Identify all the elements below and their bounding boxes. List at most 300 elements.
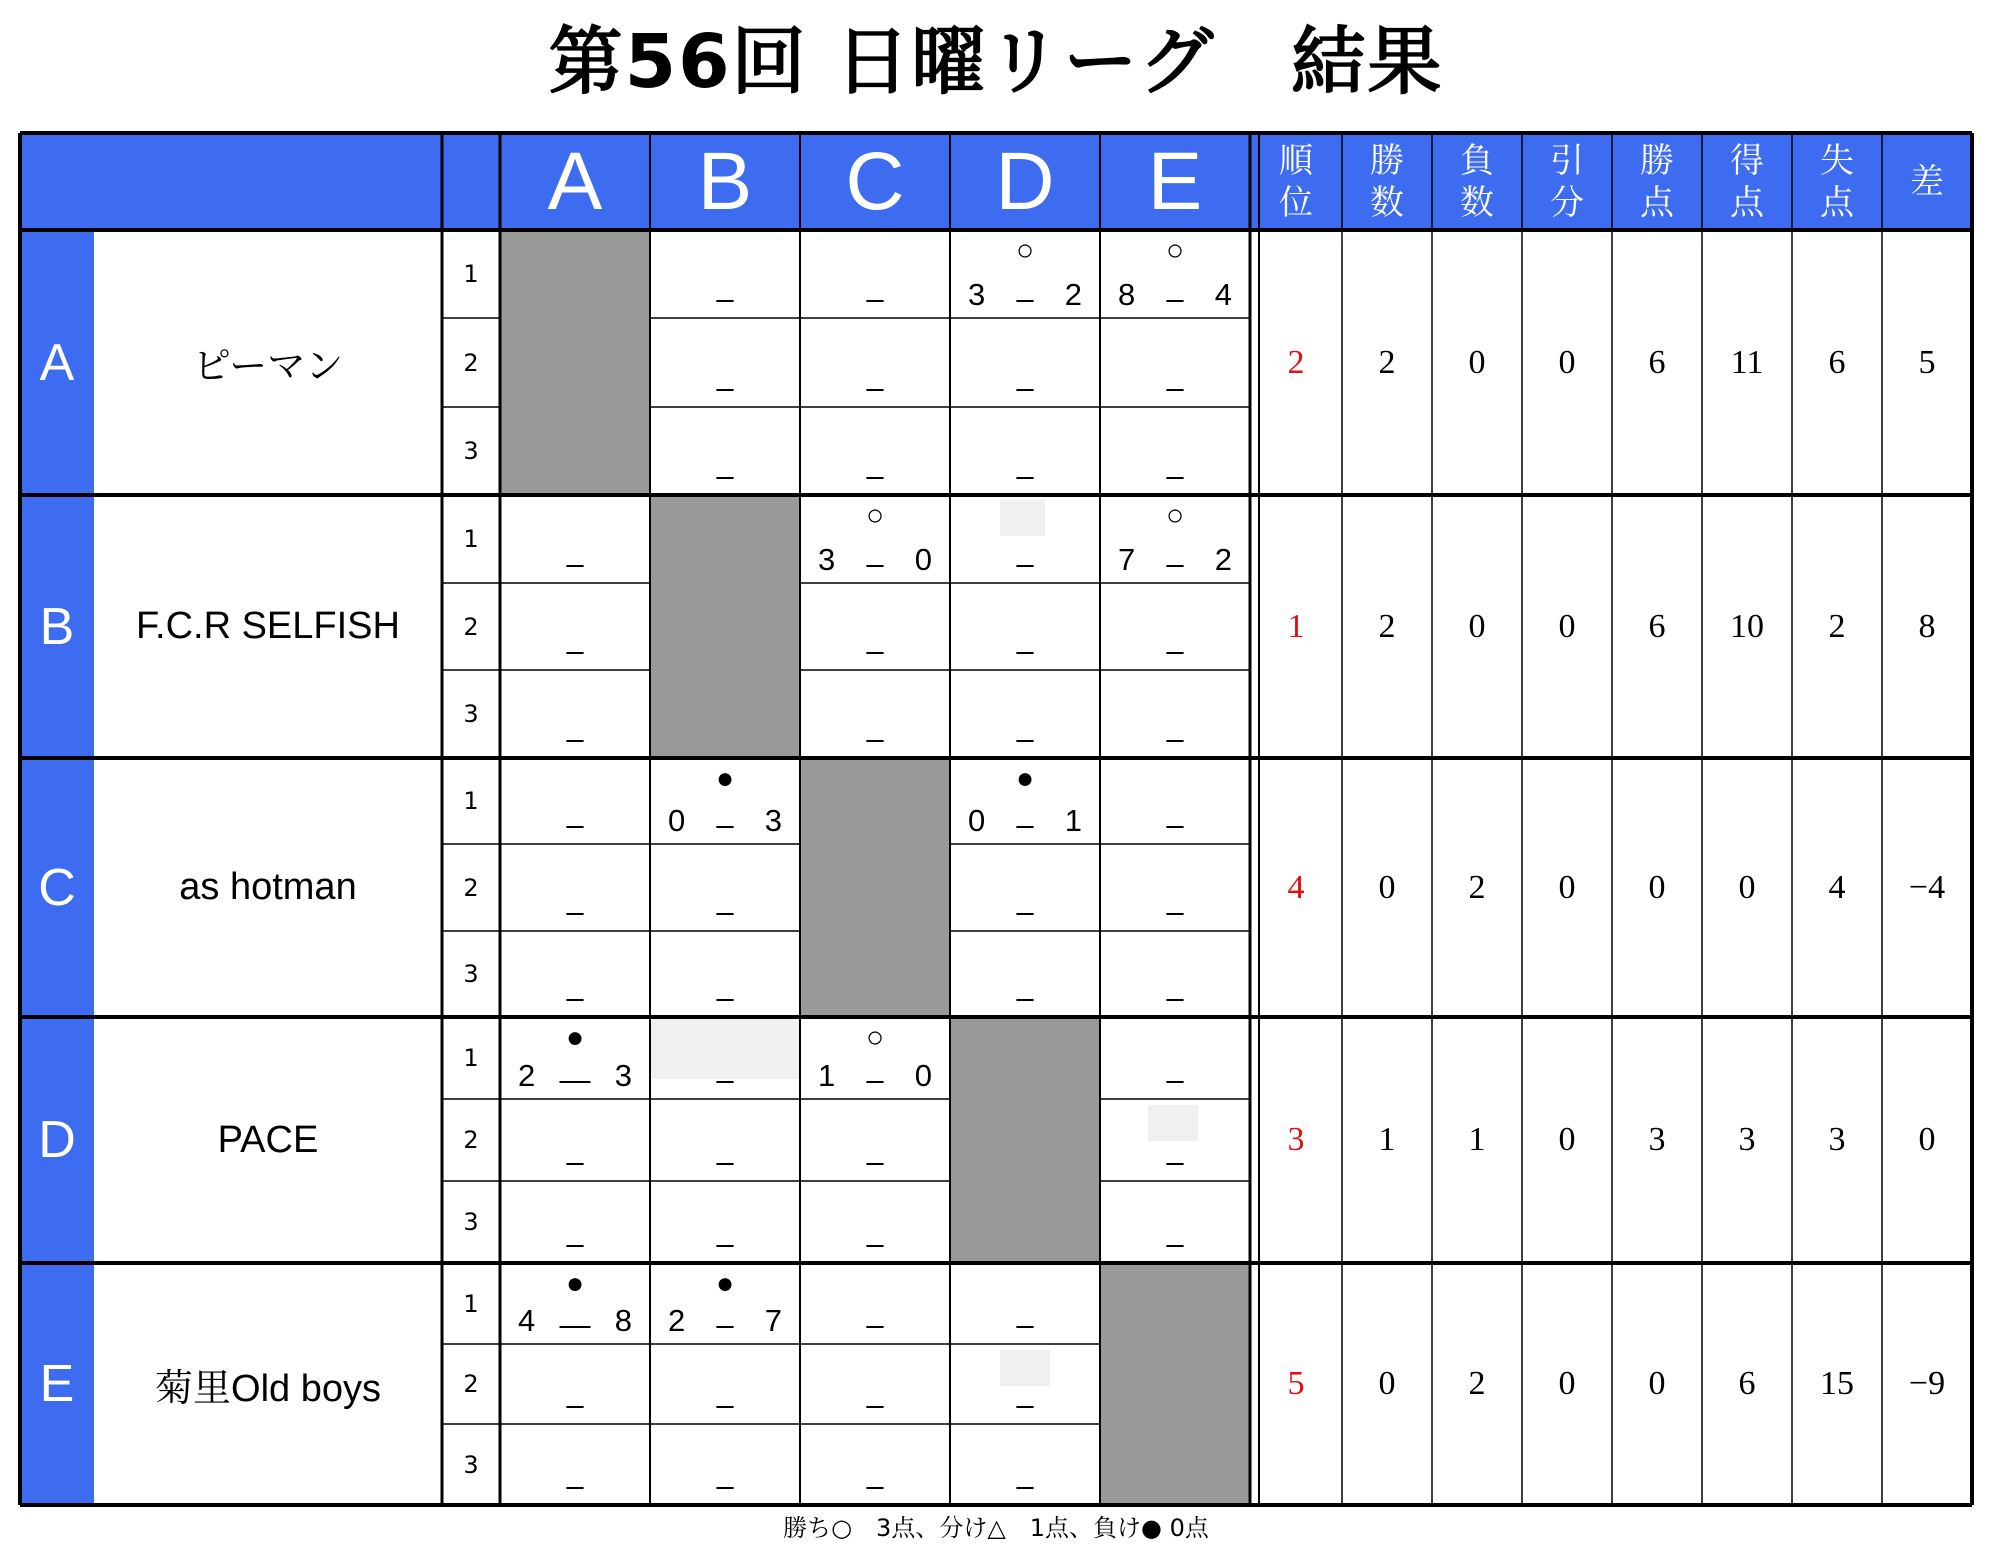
team-letter: B xyxy=(39,597,75,656)
stat-value: 0 xyxy=(1918,1121,1936,1158)
team-stat xyxy=(1882,758,1972,1017)
game-number-label: 2 xyxy=(463,348,479,377)
match-result-cell xyxy=(650,1017,800,1099)
match-result-cell xyxy=(500,1017,650,1099)
score-left: 2 xyxy=(668,1303,686,1338)
game-number-label: 1 xyxy=(463,787,479,815)
game-number-label: 3 xyxy=(463,1450,479,1479)
match-result-cell xyxy=(800,1181,950,1263)
team-letter: C xyxy=(38,858,76,917)
team-stat xyxy=(1522,1263,1612,1505)
score-left: 0 xyxy=(968,803,986,838)
team-stat xyxy=(1702,230,1792,495)
score-dash: – xyxy=(1166,721,1184,756)
score-dash: – xyxy=(866,1387,884,1422)
score-dash: – xyxy=(1166,546,1184,581)
team-name-cell xyxy=(94,1263,442,1505)
game-number xyxy=(442,758,500,844)
score-dash: – xyxy=(1166,894,1184,929)
stat-value: 2 xyxy=(1468,1365,1486,1402)
team-name: F.C.R SELFISH xyxy=(136,605,400,647)
column-header-letter: E xyxy=(1147,135,1203,227)
win-mark: ○ xyxy=(865,499,885,532)
team-stat xyxy=(1522,758,1612,1017)
loss-mark: ● xyxy=(715,1267,735,1300)
team-stat xyxy=(1432,230,1522,495)
stat-header xyxy=(1882,133,1972,230)
self-match-blocked xyxy=(650,495,800,758)
game-number xyxy=(442,583,500,670)
score-dash: – xyxy=(866,370,884,405)
score-dash: — xyxy=(559,1062,591,1097)
score-right: 7 xyxy=(764,1303,782,1338)
stat-header xyxy=(1612,133,1702,230)
score xyxy=(668,1304,782,1338)
stat-value: 4 xyxy=(1287,868,1305,906)
score-dash: – xyxy=(1016,1387,1034,1422)
stat-header-label: 勝 点 xyxy=(1640,140,1674,223)
team-rank xyxy=(1250,1017,1342,1263)
stat-value: 0 xyxy=(1558,1365,1576,1402)
stat-value: 2 xyxy=(1287,343,1305,381)
score-dash: – xyxy=(716,1144,734,1179)
score-dash: – xyxy=(1016,633,1034,668)
self-match-blocked xyxy=(1100,1263,1250,1505)
score-dash: – xyxy=(866,458,884,493)
match-result-cell xyxy=(950,1424,1100,1505)
team-stat xyxy=(1342,1263,1432,1505)
win-mark: ○ xyxy=(1015,234,1035,267)
stat-value: 10 xyxy=(1730,607,1764,645)
stat-value: 0 xyxy=(1558,343,1576,381)
match-result-cell xyxy=(950,670,1100,758)
column-header-b xyxy=(650,133,800,230)
stat-header-label: 引 分 xyxy=(1550,140,1584,223)
score-dash: – xyxy=(566,1226,584,1261)
stat-value: 0 xyxy=(1378,1365,1396,1402)
stat-value: 3 xyxy=(1287,1121,1305,1158)
game-number-label: 1 xyxy=(463,1044,479,1072)
score-right: 3 xyxy=(764,803,782,838)
match-result-cell xyxy=(500,670,650,758)
team-stat xyxy=(1612,1263,1702,1505)
match-result-cell xyxy=(800,495,950,583)
match-result-cell xyxy=(1100,318,1250,407)
score-dash: – xyxy=(1166,1062,1184,1097)
score-left: 0 xyxy=(668,803,686,838)
match-result-cell xyxy=(950,758,1100,844)
stat-header-label: 差 xyxy=(1910,161,1944,202)
stat-value: 0 xyxy=(1378,868,1396,906)
score-dash: – xyxy=(1016,281,1034,316)
stat-header xyxy=(1792,133,1882,230)
match-result-cell xyxy=(500,1424,650,1505)
loss-mark: ● xyxy=(565,1267,585,1300)
match-result-cell xyxy=(1100,1181,1250,1263)
stat-value: 3 xyxy=(1648,1121,1666,1158)
column-header-letter: C xyxy=(845,135,905,227)
score-dash: – xyxy=(716,894,734,929)
score-right: 3 xyxy=(614,1058,632,1093)
game-number-label: 3 xyxy=(463,700,479,728)
match-result-cell xyxy=(800,583,950,670)
game-number-label: 2 xyxy=(463,1126,479,1154)
stat-value: 5 xyxy=(1918,343,1936,381)
team-rank xyxy=(1250,758,1342,1017)
team-stat xyxy=(1882,495,1972,758)
match-result-cell xyxy=(1100,844,1250,931)
team-stat xyxy=(1612,758,1702,1017)
team-stat xyxy=(1342,758,1432,1017)
team-stat xyxy=(1702,495,1792,758)
match-result-cell xyxy=(650,1099,800,1181)
loss-mark: ● xyxy=(565,1021,585,1054)
team-stat xyxy=(1432,1263,1522,1505)
match-result-cell xyxy=(800,407,950,495)
score-dash: – xyxy=(716,370,734,405)
stat-value: 6 xyxy=(1648,607,1666,645)
score-right: 2 xyxy=(1214,542,1232,577)
stat-value: −9 xyxy=(1908,1365,1946,1402)
match-result-cell xyxy=(650,1344,800,1424)
score-right: 0 xyxy=(914,1058,932,1093)
stat-value: 0 xyxy=(1648,1365,1666,1402)
team-stat xyxy=(1342,495,1432,758)
match-result-cell xyxy=(500,1099,650,1181)
match-result-cell xyxy=(950,230,1100,318)
score xyxy=(1118,543,1232,577)
score-left: 3 xyxy=(968,277,986,312)
stat-value: 11 xyxy=(1730,343,1764,381)
team-stat xyxy=(1342,230,1432,495)
team-stat xyxy=(1792,1263,1882,1505)
match-result-cell xyxy=(1100,583,1250,670)
score-dash: – xyxy=(716,1062,734,1097)
game-number-label: 3 xyxy=(463,960,479,988)
stat-header xyxy=(1522,133,1612,230)
team-stat xyxy=(1882,230,1972,495)
score-right: 0 xyxy=(914,542,932,577)
match-result-cell xyxy=(650,407,800,495)
score-dash: – xyxy=(566,980,584,1015)
stat-value: 3 xyxy=(1828,1121,1846,1158)
stat-header-label: 失 点 xyxy=(1820,140,1854,223)
stat-value: 4 xyxy=(1828,868,1846,906)
game-number-label: 1 xyxy=(463,1289,479,1318)
column-header-c xyxy=(800,133,950,230)
score-dash: – xyxy=(716,1307,734,1342)
team-rank xyxy=(1250,1263,1342,1505)
game-number xyxy=(442,1344,500,1424)
score-dash: – xyxy=(716,980,734,1015)
team-letter: A xyxy=(39,333,75,392)
team-name: PACE xyxy=(217,1118,319,1161)
page-title: 第56回 日曜リーグ 結果 xyxy=(548,19,1444,105)
stat-value: 5 xyxy=(1287,1365,1305,1402)
stat-value: 2 xyxy=(1468,868,1486,906)
match-result-cell xyxy=(500,758,650,844)
self-match-blocked xyxy=(800,758,950,1017)
stat-value: 0 xyxy=(1648,868,1666,906)
score-dash: – xyxy=(1166,281,1184,316)
team-name-cell xyxy=(94,1017,442,1263)
game-number-label: 3 xyxy=(463,1208,479,1236)
self-match-blocked xyxy=(500,230,650,495)
team-name-cell xyxy=(94,230,442,495)
team-stat xyxy=(1882,1263,1972,1505)
match-result-cell xyxy=(800,1424,950,1505)
score-dash: – xyxy=(1016,458,1034,493)
game-number-label: 3 xyxy=(463,437,479,465)
match-result-cell xyxy=(500,931,650,1017)
stat-value: 2 xyxy=(1378,607,1396,645)
score-dash: – xyxy=(566,894,584,929)
team-stat xyxy=(1792,758,1882,1017)
game-number-label: 1 xyxy=(463,525,479,553)
team-stat xyxy=(1432,1017,1522,1263)
team-name-cell xyxy=(94,758,442,1017)
column-header-d xyxy=(950,133,1100,230)
stat-value: 6 xyxy=(1828,343,1846,381)
score xyxy=(1118,278,1232,312)
self-match-blocked xyxy=(950,1017,1100,1263)
match-result-cell xyxy=(500,1263,650,1344)
win-mark: ○ xyxy=(1165,499,1185,532)
match-result-cell xyxy=(650,931,800,1017)
match-result-cell xyxy=(500,1181,650,1263)
points-legend: 勝ち○ 3点、分け△ 1点、負け● 0点 xyxy=(783,1514,1209,1542)
match-result-cell xyxy=(1100,1017,1250,1099)
stat-value: 0 xyxy=(1558,607,1576,645)
match-result-cell xyxy=(1100,931,1250,1017)
match-result-cell xyxy=(800,230,950,318)
match-result-cell xyxy=(800,1344,950,1424)
team-stat xyxy=(1702,758,1792,1017)
game-number xyxy=(442,1017,500,1099)
score xyxy=(968,278,1082,312)
score-dash: – xyxy=(866,1144,884,1179)
stat-header xyxy=(1250,133,1342,230)
score-dash: – xyxy=(1166,807,1184,842)
score-dash: – xyxy=(866,1307,884,1342)
stat-header xyxy=(1342,133,1432,230)
team-stat xyxy=(1882,1017,1972,1263)
game-number xyxy=(442,1099,500,1181)
score-left: 4 xyxy=(518,1303,536,1338)
match-result-cell xyxy=(650,1424,800,1505)
score-dash: – xyxy=(866,1468,884,1503)
score xyxy=(818,543,932,577)
team-rank xyxy=(1250,230,1342,495)
match-result-cell xyxy=(1100,758,1250,844)
stat-value: 1 xyxy=(1468,1121,1486,1158)
header-corner xyxy=(20,133,500,230)
score-left: 2 xyxy=(518,1058,536,1093)
game-number xyxy=(442,495,500,583)
match-result-cell xyxy=(650,318,800,407)
match-result-cell xyxy=(1100,495,1250,583)
score-right: 1 xyxy=(1064,803,1082,838)
score-dash: – xyxy=(566,807,584,842)
stat-value: 0 xyxy=(1558,1121,1576,1158)
score-dash: – xyxy=(866,1226,884,1261)
team-stat xyxy=(1612,495,1702,758)
column-header-letter: D xyxy=(995,135,1055,227)
score-dash: – xyxy=(1016,546,1034,581)
team-row-letter xyxy=(20,1017,94,1263)
stat-header-label: 得 点 xyxy=(1730,140,1764,223)
match-result-cell xyxy=(650,1181,800,1263)
score-dash: – xyxy=(866,633,884,668)
score xyxy=(668,804,782,838)
game-number-label: 2 xyxy=(463,612,479,641)
stat-value: 0 xyxy=(1468,343,1486,381)
match-result-cell xyxy=(650,758,800,844)
score xyxy=(518,1059,632,1093)
team-stat xyxy=(1432,758,1522,1017)
game-number xyxy=(442,318,500,407)
match-result-cell xyxy=(950,495,1100,583)
match-result-cell xyxy=(1100,230,1250,318)
match-result-cell xyxy=(950,844,1100,931)
team-letter: E xyxy=(39,1355,75,1413)
team-name: 菊里Old boys xyxy=(155,1367,381,1410)
score-dash: – xyxy=(1166,980,1184,1015)
stat-value: 15 xyxy=(1820,1365,1854,1402)
score xyxy=(518,1304,632,1338)
column-header-letter: B xyxy=(697,135,753,227)
score-dash: – xyxy=(1016,1307,1034,1342)
score-left: 3 xyxy=(818,542,836,577)
stat-value: 0 xyxy=(1738,868,1756,906)
team-stat xyxy=(1612,1017,1702,1263)
stat-value: −4 xyxy=(1908,868,1946,906)
team-name: ピーマン xyxy=(192,346,344,388)
match-result-cell xyxy=(500,495,650,583)
score-dash: — xyxy=(559,1307,591,1342)
score-dash: – xyxy=(1016,721,1034,756)
score-dash: – xyxy=(1016,807,1034,842)
team-row-letter xyxy=(20,758,94,1017)
score-right: 4 xyxy=(1214,277,1232,312)
team-stat xyxy=(1792,495,1882,758)
stat-value: 1 xyxy=(1378,1121,1396,1158)
match-result-cell xyxy=(500,844,650,931)
game-number xyxy=(442,1181,500,1263)
score-dash: – xyxy=(716,1387,734,1422)
score-dash: – xyxy=(566,1144,584,1179)
team-stat xyxy=(1342,1017,1432,1263)
team-stat xyxy=(1522,495,1612,758)
stat-header xyxy=(1702,133,1792,230)
score-dash: – xyxy=(866,721,884,756)
score-dash: – xyxy=(1166,458,1184,493)
stat-header-label: 勝 数 xyxy=(1370,140,1404,223)
stat-value: 1 xyxy=(1287,607,1305,645)
score-dash: – xyxy=(566,546,584,581)
match-result-cell xyxy=(950,1344,1100,1424)
score-dash: – xyxy=(1166,370,1184,405)
score-dash: – xyxy=(1016,980,1034,1015)
score-dash: – xyxy=(716,807,734,842)
match-result-cell xyxy=(950,931,1100,1017)
match-result-cell xyxy=(1100,407,1250,495)
team-name-cell xyxy=(94,495,442,758)
team-stat xyxy=(1522,1017,1612,1263)
score-dash: – xyxy=(566,1468,584,1503)
match-result-cell xyxy=(950,407,1100,495)
match-result-cell xyxy=(500,1344,650,1424)
score-dash: – xyxy=(716,458,734,493)
team-row-letter xyxy=(20,1263,94,1505)
stat-value: 2 xyxy=(1378,343,1396,381)
score-dash: – xyxy=(1016,894,1034,929)
loss-mark: ● xyxy=(1015,762,1035,795)
match-result-cell xyxy=(800,1263,950,1344)
score-dash: – xyxy=(866,546,884,581)
score-dash: – xyxy=(1016,370,1034,405)
team-stat xyxy=(1792,1017,1882,1263)
team-stat xyxy=(1702,1263,1792,1505)
game-number xyxy=(442,844,500,931)
score-right: 2 xyxy=(1064,277,1082,312)
stat-header-label: 順 位 xyxy=(1279,140,1313,223)
team-stat xyxy=(1702,1017,1792,1263)
game-number-label: 1 xyxy=(463,260,479,288)
stat-value: 0 xyxy=(1468,607,1486,645)
score-left: 8 xyxy=(1118,277,1136,312)
score-dash: – xyxy=(866,281,884,316)
loss-mark: ● xyxy=(715,762,735,795)
score-dash: – xyxy=(716,281,734,316)
score-dash: – xyxy=(1166,1144,1184,1179)
team-row-letter xyxy=(20,230,94,495)
game-number-label: 2 xyxy=(463,873,479,902)
team-stat xyxy=(1612,230,1702,495)
game-number-label: 2 xyxy=(463,1370,479,1398)
stat-value: 0 xyxy=(1558,868,1576,906)
win-mark: ○ xyxy=(865,1021,885,1054)
team-row-letter xyxy=(20,495,94,758)
score-left: 1 xyxy=(818,1058,836,1093)
match-result-cell xyxy=(800,1099,950,1181)
stat-value: 6 xyxy=(1648,343,1666,381)
team-letter: D xyxy=(38,1111,76,1169)
score-dash: – xyxy=(716,1226,734,1261)
score-dash: – xyxy=(716,1468,734,1503)
game-number xyxy=(442,670,500,758)
match-result-cell xyxy=(800,318,950,407)
game-number xyxy=(442,230,500,318)
match-result-cell xyxy=(950,1263,1100,1344)
column-header-letter: A xyxy=(547,135,603,227)
match-result-cell xyxy=(650,844,800,931)
team-stat xyxy=(1432,495,1522,758)
score xyxy=(968,804,1082,838)
win-mark: ○ xyxy=(1165,234,1185,267)
match-result-cell xyxy=(950,583,1100,670)
match-result-cell xyxy=(800,670,950,758)
score-dash: – xyxy=(566,721,584,756)
match-result-cell xyxy=(500,583,650,670)
match-result-cell xyxy=(800,1017,950,1099)
score-dash: – xyxy=(566,633,584,668)
team-stat xyxy=(1522,230,1612,495)
score-left: 7 xyxy=(1118,542,1136,577)
column-header-a xyxy=(500,133,650,230)
column-header-e xyxy=(1100,133,1250,230)
team-rank xyxy=(1250,495,1342,758)
